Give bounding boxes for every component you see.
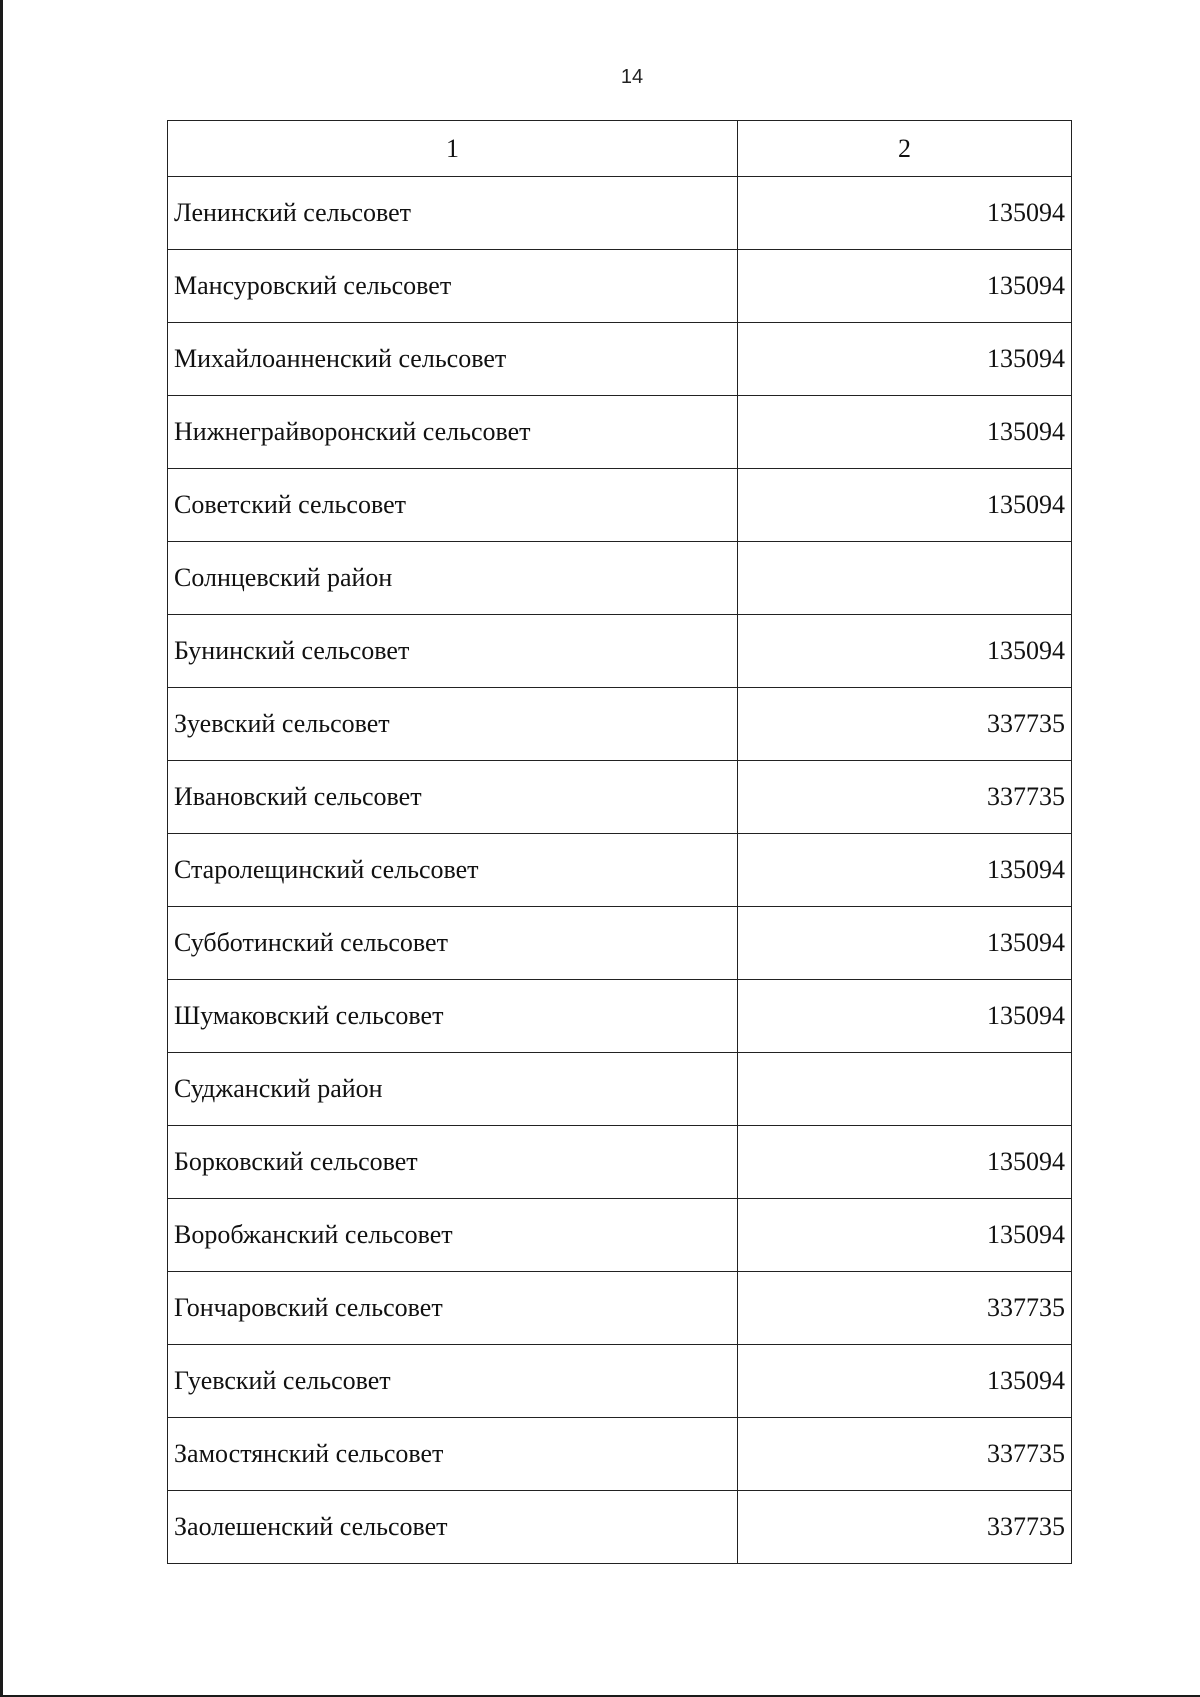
- table-row: [168, 1053, 1072, 1126]
- row-name-cell: Ивановский сельсовет: [168, 761, 738, 834]
- table-row: [168, 615, 1072, 688]
- table-row: [168, 177, 1072, 250]
- table-row: [168, 1199, 1072, 1272]
- data-table: [167, 120, 1072, 1564]
- row-name-cell: Нижнеграйворонский сельсовет: [168, 396, 738, 469]
- table-row: [168, 1491, 1072, 1564]
- row-value-cell: [738, 1053, 1072, 1126]
- row-value-cell: 337735: [738, 761, 1072, 834]
- row-name-cell: Суджанский район: [168, 1053, 738, 1126]
- row-name-cell: Старолещинский сельсовет: [168, 834, 738, 907]
- column-header-1: 1: [168, 121, 738, 177]
- row-value-cell: 337735: [738, 1418, 1072, 1491]
- row-value-cell: 135094: [738, 1126, 1072, 1199]
- row-value-cell: 135094: [738, 615, 1072, 688]
- row-value-cell: 135094: [738, 469, 1072, 542]
- row-name-cell: Бунинский сельсовет: [168, 615, 738, 688]
- table-row: [168, 834, 1072, 907]
- row-name-cell: Солнцевский район: [168, 542, 738, 615]
- table-row: [168, 1418, 1072, 1491]
- table-row: [168, 250, 1072, 323]
- table-row: [168, 1345, 1072, 1418]
- table-row: [168, 1272, 1072, 1345]
- row-value-cell: 135094: [738, 177, 1072, 250]
- row-name-cell: Воробжанский сельсовет: [168, 1199, 738, 1272]
- row-name-cell: Михайлоанненский сельсовет: [168, 323, 738, 396]
- table-body: [168, 121, 1072, 1564]
- row-value-cell: 135094: [738, 250, 1072, 323]
- row-value-cell: 135094: [738, 834, 1072, 907]
- table-header-row: [168, 121, 1072, 177]
- row-name-cell: Зуевский сельсовет: [168, 688, 738, 761]
- row-name-cell: Мансуровский сельсовет: [168, 250, 738, 323]
- table-row: [168, 542, 1072, 615]
- row-name-cell: Замостянский сельсовет: [168, 1418, 738, 1491]
- table-row: [168, 1126, 1072, 1199]
- row-value-cell: 135094: [738, 907, 1072, 980]
- row-name-cell: Субботинский сельсовет: [168, 907, 738, 980]
- table-row: [168, 761, 1072, 834]
- row-name-cell: Ленинский сельсовет: [168, 177, 738, 250]
- row-name-cell: Советский сельсовет: [168, 469, 738, 542]
- table-row: [168, 688, 1072, 761]
- table-row: [168, 980, 1072, 1053]
- row-value-cell: 337735: [738, 1491, 1072, 1564]
- row-name-cell: Шумаковский сельсовет: [168, 980, 738, 1053]
- row-value-cell: 135094: [738, 1345, 1072, 1418]
- row-name-cell: Гончаровский сельсовет: [168, 1272, 738, 1345]
- column-header-2: 2: [738, 121, 1072, 177]
- row-value-cell: [738, 542, 1072, 615]
- row-name-cell: Заолешенский сельсовет: [168, 1491, 738, 1564]
- row-value-cell: 135094: [738, 396, 1072, 469]
- row-value-cell: 135094: [738, 980, 1072, 1053]
- row-value-cell: 135094: [738, 1199, 1072, 1272]
- table-row: [168, 323, 1072, 396]
- row-value-cell: 337735: [738, 688, 1072, 761]
- table-row: [168, 469, 1072, 542]
- table-row: [168, 396, 1072, 469]
- row-value-cell: 135094: [738, 323, 1072, 396]
- row-value-cell: 337735: [738, 1272, 1072, 1345]
- page-number: 14: [620, 66, 644, 88]
- row-name-cell: Гуевский сельсовет: [168, 1345, 738, 1418]
- table-row: [168, 907, 1072, 980]
- row-name-cell: Борковский сельсовет: [168, 1126, 738, 1199]
